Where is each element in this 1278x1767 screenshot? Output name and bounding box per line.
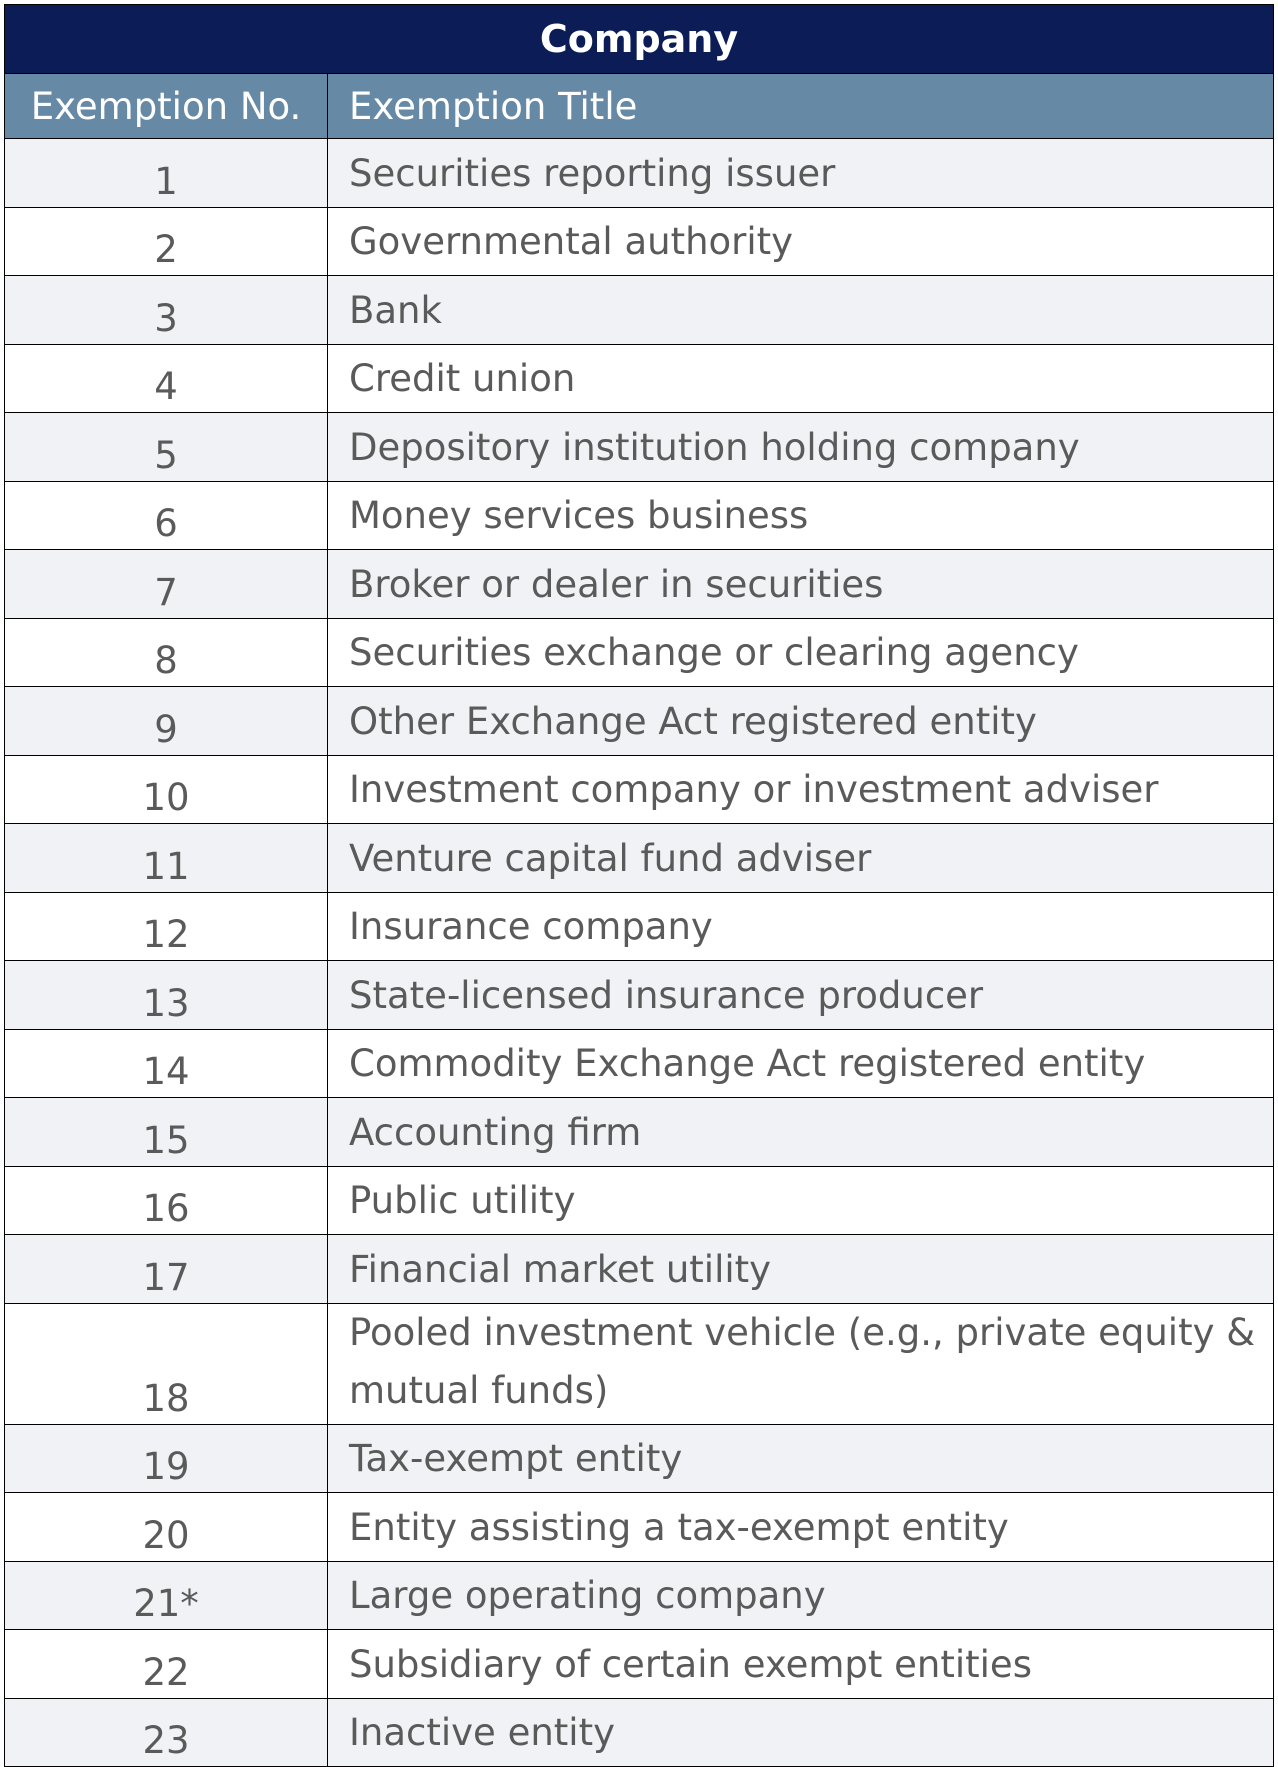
exemption-title: Accounting firm bbox=[328, 1098, 1274, 1167]
table-title-row bbox=[5, 5, 1274, 74]
exemption-number: 10 bbox=[5, 755, 328, 824]
exemption-title: Inactive entity bbox=[328, 1698, 1274, 1767]
exemption-title: Public utility bbox=[328, 1166, 1274, 1235]
exemption-title: Investment company or investment adviser bbox=[328, 755, 1274, 824]
exemption-title: Broker or dealer in securities bbox=[328, 550, 1274, 619]
exemption-title: Depository institution holding company bbox=[328, 413, 1274, 482]
exemption-number: 5 bbox=[5, 413, 328, 482]
table-row bbox=[5, 344, 1274, 413]
exemption-title: Securities reporting issuer bbox=[328, 139, 1274, 208]
table-row bbox=[5, 550, 1274, 619]
table-row bbox=[5, 1098, 1274, 1167]
exemption-title: Large operating company bbox=[328, 1561, 1274, 1630]
exemption-title: Other Exchange Act registered entity bbox=[328, 687, 1274, 756]
table-row bbox=[5, 207, 1274, 276]
column-header-exemption-no: Exemption No. bbox=[5, 74, 328, 139]
exemption-title: Securities exchange or clearing agency bbox=[328, 618, 1274, 687]
table-row bbox=[5, 687, 1274, 756]
table-row bbox=[5, 413, 1274, 482]
table-row bbox=[5, 755, 1274, 824]
exemptions-table bbox=[4, 4, 1274, 1767]
exemption-number: 18 bbox=[5, 1303, 328, 1424]
exemption-number: 13 bbox=[5, 961, 328, 1030]
exemption-number: 9 bbox=[5, 687, 328, 756]
exemption-number: 19 bbox=[5, 1424, 328, 1493]
exemptions-table-container bbox=[4, 4, 1274, 1762]
table-row bbox=[5, 1166, 1274, 1235]
exemption-number: 22 bbox=[5, 1630, 328, 1699]
exemption-title: Pooled investment vehicle (e.g., private equity & mutual funds) bbox=[328, 1303, 1274, 1424]
exemption-title: Tax-exempt entity bbox=[328, 1424, 1274, 1493]
table-row bbox=[5, 1698, 1274, 1767]
exemption-number: 11 bbox=[5, 824, 328, 893]
table-row bbox=[5, 961, 1274, 1030]
table-row bbox=[5, 892, 1274, 961]
exemption-number: 23 bbox=[5, 1698, 328, 1767]
exemption-title: Entity assisting a tax-exempt entity bbox=[328, 1493, 1274, 1562]
table-row bbox=[5, 481, 1274, 550]
table-title: Company bbox=[5, 5, 1274, 74]
table-row bbox=[5, 1493, 1274, 1562]
table-row bbox=[5, 1630, 1274, 1699]
exemption-number: 14 bbox=[5, 1029, 328, 1098]
exemption-number: 6 bbox=[5, 481, 328, 550]
table-row bbox=[5, 276, 1274, 345]
exemption-title: Insurance company bbox=[328, 892, 1274, 961]
table-body bbox=[5, 139, 1274, 1767]
exemption-title: State-licensed insurance producer bbox=[328, 961, 1274, 1030]
exemption-number: 4 bbox=[5, 344, 328, 413]
table-row bbox=[5, 1424, 1274, 1493]
exemption-number: 2 bbox=[5, 207, 328, 276]
exemption-title: Bank bbox=[328, 276, 1274, 345]
exemption-number: 17 bbox=[5, 1235, 328, 1304]
exemption-title: Subsidiary of certain exempt entities bbox=[328, 1630, 1274, 1699]
table-row bbox=[5, 1303, 1274, 1424]
table-row bbox=[5, 1029, 1274, 1098]
exemption-title: Credit union bbox=[328, 344, 1274, 413]
table-row bbox=[5, 618, 1274, 687]
exemption-number: 7 bbox=[5, 550, 328, 619]
exemption-title: Money services business bbox=[328, 481, 1274, 550]
exemption-title: Governmental authority bbox=[328, 207, 1274, 276]
exemption-title: Venture capital fund adviser bbox=[328, 824, 1274, 893]
column-header-exemption-title: Exemption Title bbox=[328, 74, 1274, 139]
exemption-number: 1 bbox=[5, 139, 328, 208]
exemption-number: 3 bbox=[5, 276, 328, 345]
table-row bbox=[5, 139, 1274, 208]
exemption-number: 8 bbox=[5, 618, 328, 687]
exemption-number: 20 bbox=[5, 1493, 328, 1562]
table-header-row bbox=[5, 74, 1274, 139]
table-row bbox=[5, 1561, 1274, 1630]
exemption-title: Commodity Exchange Act registered entity bbox=[328, 1029, 1274, 1098]
exemption-number: 15 bbox=[5, 1098, 328, 1167]
table-row bbox=[5, 824, 1274, 893]
exemption-number: 21* bbox=[5, 1561, 328, 1630]
exemption-number: 12 bbox=[5, 892, 328, 961]
table-row bbox=[5, 1235, 1274, 1304]
exemption-number: 16 bbox=[5, 1166, 328, 1235]
exemption-title: Financial market utility bbox=[328, 1235, 1274, 1304]
